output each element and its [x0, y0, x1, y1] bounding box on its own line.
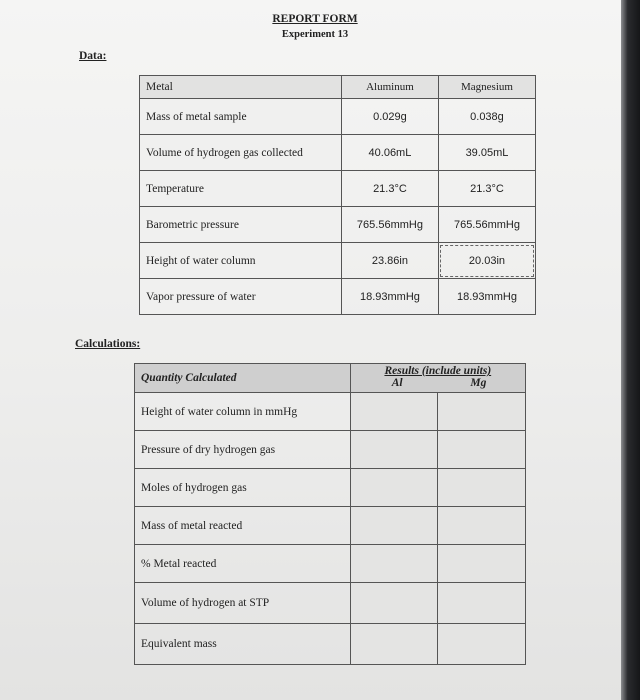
table-row	[135, 431, 526, 469]
quantity-header: Quantity Calculated	[135, 364, 351, 393]
quantity-label: Pressure of dry hydrogen gas	[135, 431, 351, 469]
magnesium-header: Magnesium	[438, 76, 535, 99]
row-label: Barometric pressure	[140, 207, 342, 243]
al-value: 765.56mmHg	[341, 207, 438, 243]
data-table-header	[140, 76, 536, 99]
calculations-table	[134, 363, 526, 665]
mg-result-cell[interactable]	[438, 507, 526, 545]
al-result-cell[interactable]	[350, 431, 438, 469]
row-label: Temperature	[140, 171, 342, 207]
quantity-label: Equivalent mass	[135, 624, 351, 665]
table-row	[140, 135, 536, 171]
table-row	[135, 393, 526, 431]
mg-column-header: Mg	[470, 377, 487, 389]
calc-table-header	[135, 364, 526, 393]
al-result-cell[interactable]	[350, 624, 438, 665]
table-row	[140, 99, 536, 135]
table-row	[140, 207, 536, 243]
al-value: 18.93mmHg	[341, 279, 438, 315]
table-row	[135, 624, 526, 665]
al-value: 21.3°C	[341, 171, 438, 207]
table-row	[135, 507, 526, 545]
results-header	[350, 364, 525, 393]
mg-value: 765.56mmHg	[438, 207, 535, 243]
experiment-subtitle: Experiment 13	[281, 29, 349, 40]
al-result-cell[interactable]	[350, 545, 438, 583]
al-result-cell[interactable]	[350, 469, 438, 507]
results-title: Results (include units)	[384, 365, 492, 377]
quantity-label: Height of water column in mmHg	[135, 393, 351, 431]
quantity-label: Mass of metal reacted	[135, 507, 351, 545]
row-label: Mass of metal sample	[140, 99, 342, 135]
quantity-label: Moles of hydrogen gas	[135, 469, 351, 507]
mg-result-cell[interactable]	[438, 469, 526, 507]
mg-result-cell[interactable]	[438, 431, 526, 469]
mg-result-cell[interactable]	[438, 393, 526, 431]
al-value: 40.06mL	[341, 135, 438, 171]
mg-value: 18.93mmHg	[438, 279, 535, 315]
quantity-label: % Metal reacted	[135, 545, 351, 583]
mg-value: 39.05mL	[438, 135, 535, 171]
device-edge	[621, 0, 640, 700]
row-label: Height of water column	[140, 243, 342, 279]
al-result-cell[interactable]	[350, 583, 438, 624]
report-title: REPORT FORM	[272, 13, 358, 25]
mg-result-cell[interactable]	[438, 583, 526, 624]
table-row	[135, 545, 526, 583]
row-label: Vapor pressure of water	[140, 279, 342, 315]
mg-result-cell[interactable]	[438, 545, 526, 583]
mg-value: 0.038g	[438, 99, 535, 135]
al-value: 23.86in	[341, 243, 438, 279]
mg-value: 20.03in	[438, 243, 535, 279]
table-row	[135, 469, 526, 507]
calculations-section-label: Calculations:	[75, 338, 141, 350]
table-row	[140, 243, 536, 279]
table-row	[140, 279, 536, 315]
data-section-label: Data:	[79, 50, 107, 62]
aluminum-header: Aluminum	[341, 76, 438, 99]
quantity-label: Volume of hydrogen at STP	[135, 583, 351, 624]
metal-header: Metal	[140, 76, 342, 99]
al-value: 0.029g	[341, 99, 438, 135]
data-table	[139, 75, 536, 315]
mg-result-cell[interactable]	[438, 624, 526, 665]
al-result-cell[interactable]	[350, 507, 438, 545]
table-row	[135, 583, 526, 624]
al-column-header: Al	[391, 377, 403, 389]
al-result-cell[interactable]	[350, 393, 438, 431]
table-row	[140, 171, 536, 207]
mg-value: 21.3°C	[438, 171, 535, 207]
row-label: Volume of hydrogen gas collected	[140, 135, 342, 171]
